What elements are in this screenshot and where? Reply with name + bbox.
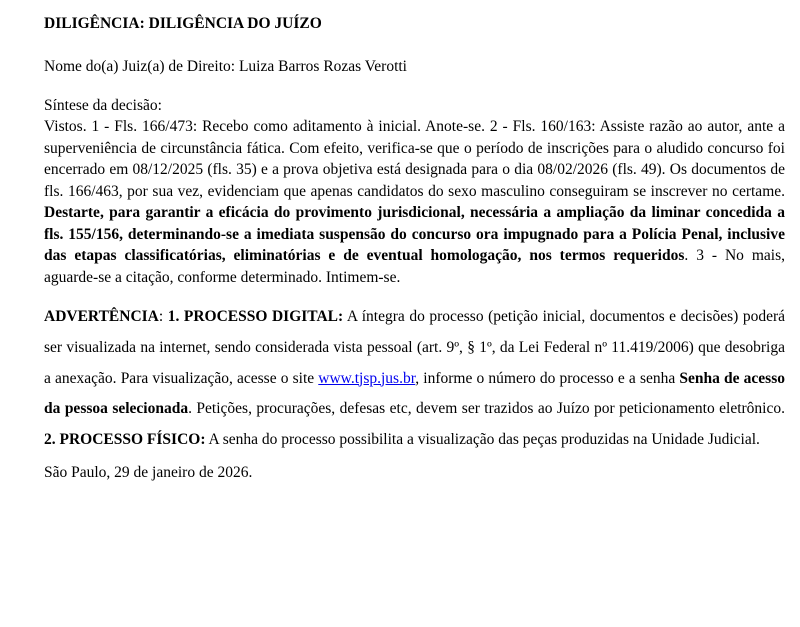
bold-text-segment: ADVERTÊNCIA (44, 308, 159, 325)
notice-paragraph (44, 302, 785, 456)
judge-name-line: Nome do(a) Juiz(a) de Direito: Luiza Barros Rozas Verotti (44, 57, 407, 75)
date-line: São Paulo, 29 de janeiro de 2026. (44, 463, 253, 481)
bold-text-segment: 2. PROCESSO FÍSICO: (44, 431, 206, 449)
synthesis-label: Síntese da decisão: (44, 96, 162, 114)
text-segment: . Petições, procurações, defesas etc, devem ser trazidos ao Juízo por peticionamento eletrônico. (188, 400, 785, 418)
text-segment: Vistos. 1 - Fls. 166/473: Recebo como aditamento à inicial. Anote-se. 2 - Fls. 160/163: Assiste razão ao autor, ante a superveniência de circunstância fática. Com efeito, verifica-se que o período de inscrições para o aludido concurso foi encerrado em 08/12/2025 (fls. 35) e a prova objetiva está designada para o dia 08/02/2026 (fls. 49). Os documentos de fls. 166/463, por sua vez, evidenciam que apenas candidatos do sexo masculino conseguiram se inscrever no certame. (44, 118, 785, 200)
text-segment: , informe o número do processo e a senha (415, 369, 680, 387)
tjsp-website-link[interactable]: www.tjsp.jus.br (318, 369, 416, 387)
document-title: DILIGÊNCIA: DILIGÊNCIA DO JUÍZO (44, 15, 322, 32)
synthesis-paragraph (44, 116, 785, 288)
text-segment: . 3 - No mais, aguarde-se a citação, conforme determinado. Intimem-se. (44, 247, 785, 286)
text-segment: A íntegra do processo (petição inicial, documentos e decisões) poderá ser visualizada na internet, sendo considerada vista pessoal (art. 9º, § 1º, da Lei Federal nº 11.419/2006) que desobriga a anexação. Para visualização, acesse o site (44, 308, 785, 387)
text-segment: A senha do processo possibilita a visualização das peças produzidas na Unidade Judicial. (205, 431, 760, 449)
bold-text-segment: 1. PROCESSO DIGITAL: (167, 308, 344, 325)
bold-text-segment: Senha de acesso da pessoa selecionada (44, 369, 785, 418)
text-segment: : (158, 308, 168, 325)
bold-text-segment: Destarte, para garantir a eficácia do provimento jurisdicional, necessária a ampliação da liminar concedida a fls. 155/156, determinando-se a imediata suspensão do concurso ora impugnado para a Polícia Penal, inclusive das etapas classificatórias, eliminatórias e de eventual homologação, nos termos requeridos (44, 204, 785, 264)
